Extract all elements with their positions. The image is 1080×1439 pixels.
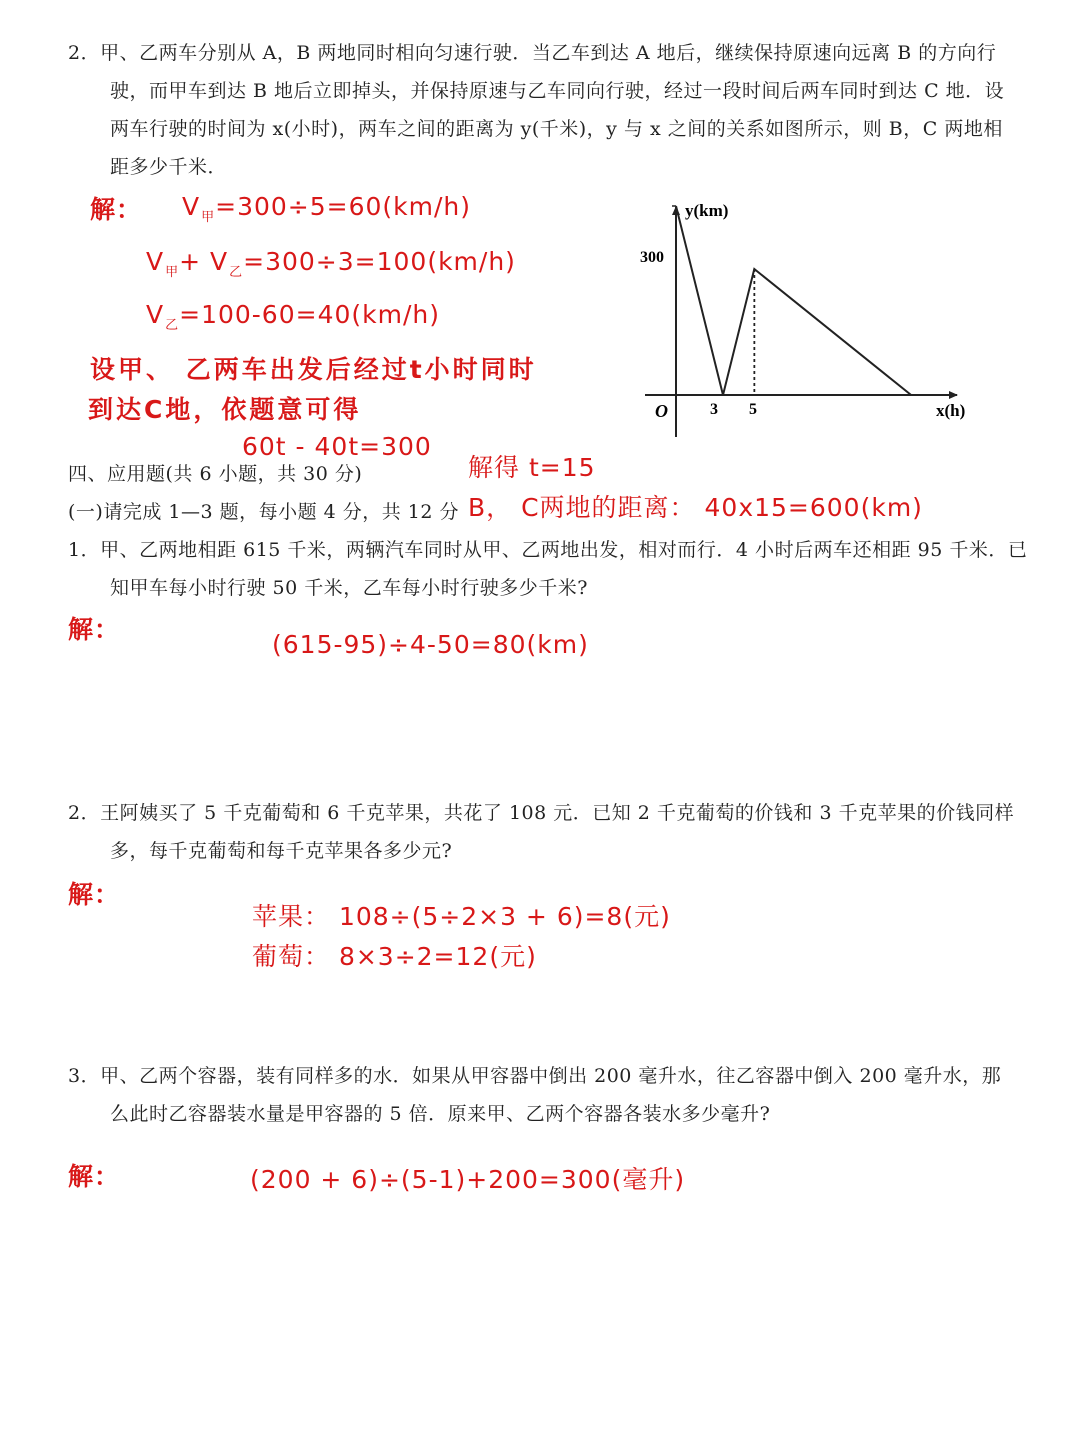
v-symbol: V xyxy=(182,192,201,221)
q2-answer-label: 解： xyxy=(68,880,121,909)
distance-series-line xyxy=(676,206,911,395)
problem-line-2: 驶，而甲车到达 B 地后立即掉头，并保持原速与乙车同向行驶，经过一段时间后两车同时到达 C 地．设 xyxy=(110,80,1005,102)
origin-label: O xyxy=(655,401,668,421)
velocity-jia-formula xyxy=(182,192,471,225)
solve-result: 解得 t=15 xyxy=(468,453,596,482)
q3-line-1: 3．甲、乙两个容器，装有同样多的水．如果从甲容器中倒出 200 毫升水，往乙容器中倒入 200 毫升水，那 xyxy=(68,1065,1002,1087)
answer-label: 解： xyxy=(90,195,143,224)
q3-line-2: 么此时乙容器装水量是甲容器的 5 倍．原来甲、乙两个容器各装水多少毫升? xyxy=(110,1103,771,1125)
section-subtitle: (一)请完成 1—3 题，每小题 4 分，共 12 分 xyxy=(68,501,460,523)
x-tick-5: 5 xyxy=(749,401,757,418)
q1-answer-label: 解： xyxy=(68,615,121,644)
q1-line-1: 1．甲、乙两地相距 615 千米，两辆汽车同时从甲、乙两地出发，相对而行．4 小时后两车还相距 95 千米．已 xyxy=(68,539,1028,561)
v-subscript: 甲 xyxy=(165,265,180,280)
v-subscript: 甲 xyxy=(201,210,216,225)
q1-line-2: 知甲车每小时行驶 50 千米，乙车每小时行驶多少千米? xyxy=(110,577,588,599)
final-distance: B， C两地的距离： 40x15=600(km) xyxy=(468,493,923,522)
equation: 60t - 40t=300 xyxy=(242,432,432,461)
q2-answer-apple: 苹果： 108÷(5÷2×3 + 6)=8(元) xyxy=(252,902,671,931)
setup-line-2: 到达C地，依题意可得 xyxy=(88,395,362,424)
velocity-sum-formula xyxy=(146,247,516,280)
distance-time-graph xyxy=(630,195,980,445)
q3-answer: (200 + 6)÷(5-1)+200=300(毫升) xyxy=(250,1165,686,1194)
section-title: 四、应用题(共 6 小题，共 30 分) xyxy=(68,463,363,485)
series-layer xyxy=(672,206,911,395)
problem-line-1: 2．甲、乙两车分别从 A，B 两地同时相向匀速行驶．当乙车到达 A 地后，继续保持原速向远离 B 的方向行 xyxy=(68,42,997,64)
v-subscript: 乙 xyxy=(229,265,244,280)
v-symbol: V xyxy=(146,300,165,329)
q2-line-1: 2．王阿姨买了 5 千克葡萄和 6 千克苹果，共花了 108 元．已知 2 千克葡萄的价钱和 3 千克苹果的价钱同样 xyxy=(68,802,1015,824)
velocity-yi-formula xyxy=(146,300,440,333)
y-axis-label: y(km) xyxy=(685,201,729,220)
v-expression: =100-60=40(km/h) xyxy=(179,300,440,329)
problem-line-3: 两车行驶的时间为 x(小时)，两车之间的距离为 y(千米)，y 与 x 之间的关系如图所示，则 B，C 两地相 xyxy=(110,118,1003,140)
y-tick-300: 300 xyxy=(640,249,664,266)
q1-answer: (615-95)÷4-50=80(km) xyxy=(272,630,589,659)
plus-v-symbol: + V xyxy=(179,247,229,276)
v-expression: =300÷5=60(km/h) xyxy=(215,192,472,221)
v-subscript: 乙 xyxy=(165,318,180,333)
q3-answer-label: 解： xyxy=(68,1162,121,1191)
setup-line-1: 设甲、 乙两车出发后经过t小时同时 xyxy=(90,355,537,384)
problem-line-4: 距多少千米． xyxy=(110,156,228,178)
v-symbol: V xyxy=(146,247,165,276)
q2-answer-grape: 葡萄： 8×3÷2=12(元) xyxy=(252,942,537,971)
v-expression: =300÷3=100(km/h) xyxy=(243,247,516,276)
x-axis-label: x(h) xyxy=(936,401,966,420)
x-tick-3: 3 xyxy=(710,401,718,418)
q2-line-2: 多，每千克葡萄和每千克苹果各多少元? xyxy=(110,840,453,862)
